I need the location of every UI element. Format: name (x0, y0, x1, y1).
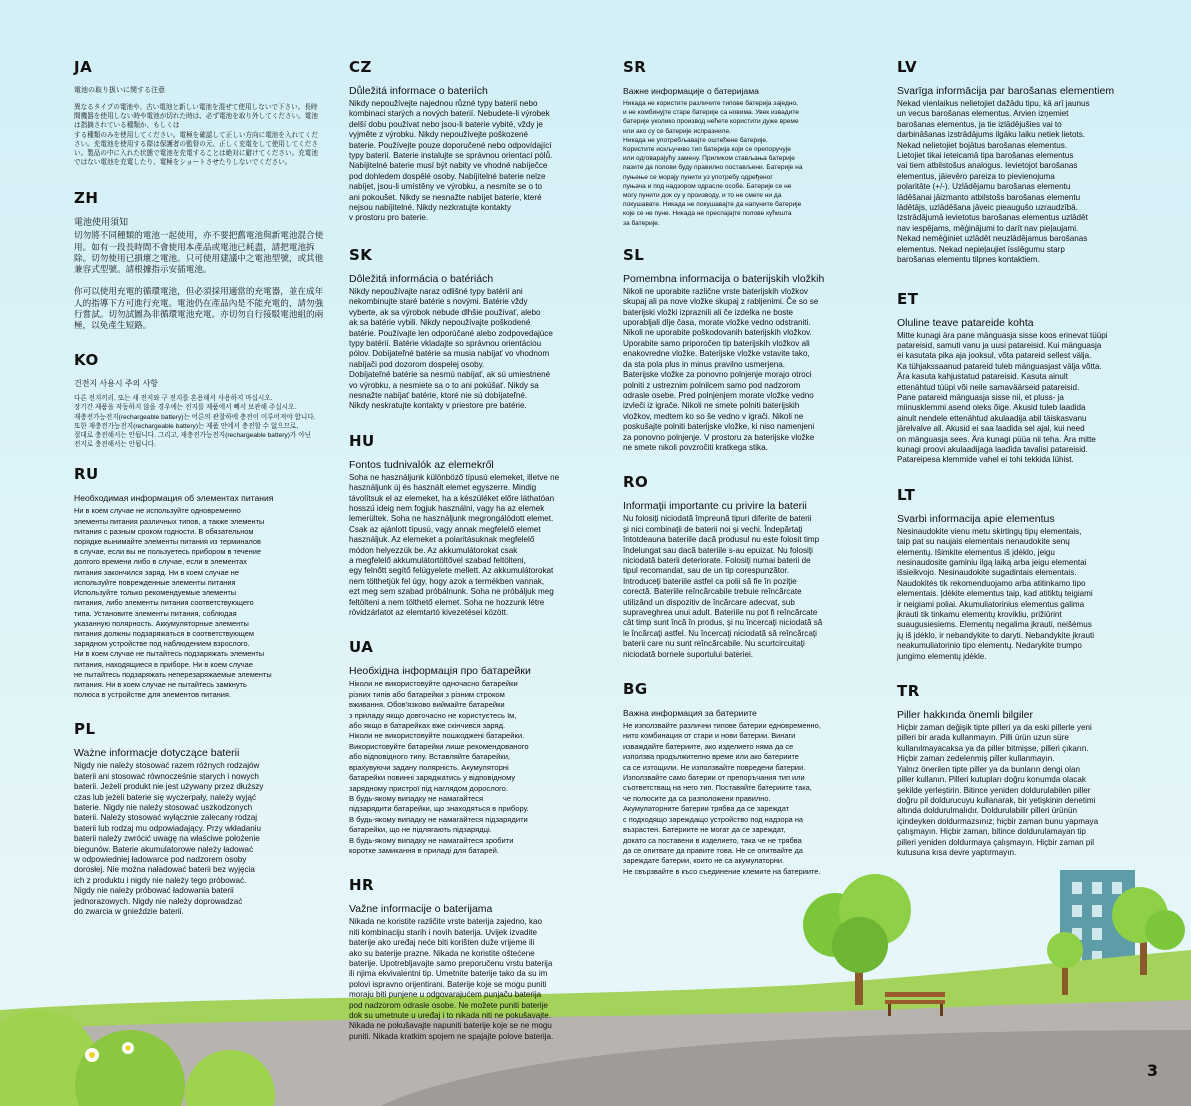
section-body: 다른 전지끼리, 또는 새 전지와 구 전지를 혼용해서 사용하지 마십시오. 장기간 제품을 작동하지 않을 경우에는 전지를 제품에서 빼서 보관해 주십시오. 재충전가능전지(rechargeable battery)는 어른의 관찰하에 충전이 이루어져야 합니다. 또한 재충전가능전지(rechargeable battery)는 제품 안에서 충전할 수 없으므로, 절대로 충전해서는 안됩니다. 그리고, 재충전가능전지(rechargeable battery)가 아닌 전지로 충전해서는 안됩니다. (74, 395, 316, 449)
language-code: CZ (349, 58, 372, 76)
section-title: Svarbi informacija apie elementus (897, 512, 1055, 525)
language-code: ZH (74, 189, 99, 208)
section-et (897, 290, 1152, 466)
section-body: Ніколи не використовуйте одночасно батарейки різних типів або батарейки з різним строком вживання. Обов'язково виймайте батарейки з приладу якщо довгочасно не користуєтесь їм, або якщо в батарейках вже скінчився заряд. Ніколи не використовуйте пошкоджені батарейки. Використовуйте батарейки лише рекомендованого або відповідного типу. Вставляйте батарейки, врахувуючи задану полярність. Акумуляторні батарейки повинні заряджатись у відповідному зарядному пристрої під наглядом дорослого. В будь-якому випадку не намагайтеся підзарядити батарейки, що знаходяться в прибору. В будь-якому випадку не намагайтеся підзарядити батарейки, що не підлягають підзарядці. В будь-якому випадку не намагайтеся зробити коротке замикання в приладі для батарей. (349, 679, 529, 855)
section-body: Ни в коем случае не используйте одновременно элементы питания различных типов, а также элементы питания с разным сроком годности. В обязательном порядке вынимайте элементы питания из терминалов в случае, если вы не пользуетесь прибором в течение долгого времени либо в случае, если в элементах питания закончился заряд. Ни в коем случае не используйте поврежденные элементы питания Используйте только рекомендуемые элементы питания, либо элементы питания соответствующего типа. Установите элементы питания, соблюдая указанную полярность. Аккумуляторные элементы питания должны подзаряжаться в соответствующем зарядном устройстве под наблюдением взрослого. Ни в коем случае не пытайтесь подзаряжать элементы питания, находящиеся в приборе. Ни в коем случае не пытайтесь подзаряжать неперезаряжаемые элементы питания. Ни в коем случае не пытайтесь замкнуть полюса в устройстве для элементов питания. (74, 506, 272, 700)
section-body: Nikdy nepoužívejte najednou různé typy baterií nebo kombinaci starých a nových baterií. Nebudete-li výrobek delší dobu používat nebo jsou-li baterie vybité, vždy je vyjměte z výrobku. Nikdy nepoužívejte poškozené baterie. Používejte pouze doporučené nebo odpovídající typy baterií. Baterie instalujte se správnou orientací pólů. Nabíjitelné baterie musí být nabity ve vhodné nabíječce pod dohledem dospělé osoby. Nabíjitelné baterie nelze nabíjet, jsou-li umístěny ve výrobku, a nesmíte se o to ani pokoušet. Nikdy se nesnažte nabíjet baterie, které nejsou nabíjitelné. Nikdy nezkratujte kontakty v prostoru pro baterie. (349, 99, 553, 223)
section-title: Fontos tudnivalók az elemekről (349, 458, 494, 471)
section-title: Важне информације о батеријама (623, 86, 759, 96)
section-body: Nesinaudokite vienu metu skirtingų tipų elementais, taip pat su naujais elementais nenaudokite senų elementų. Išimkite elementus iš įdėklo, jeigu nesinaudosite gaminiu ilgą laiką arba jeigu elementai išsieikvojo. Nesinaudokite sugadintais elementais. Naudokitės tik rekomenduojamo arba atitinkamo tipo elementais. Įdėkite elementus taip, kad atitiktų teigiami ir neigiami poliai. Akumuliatorinius elementus galima įkrauti tik tinkamu elementų krovikliu, prižiūrint suaugusiesiems. Elementų negalima įkrauti, neišėmus jų iš įdėklo, ir nebandykite to daryti. Nebandykite įkrauti neakumuliatorinio tipo elementų. Nedarykite trumpo jungimo elementų įdėkle. (897, 526, 1095, 661)
section-body: Nu folosiţi niciodată împreună tipuri diferite de baterii şi nici combinaţii de baterii noi şi vechi. Îndepărtaţi întotdeauna bateriile dacă produsul nu este folosit timp îndelungat sau dacă bateriile s-au epuizat. Nu folosiţi niciodată baterii deteriorate. Folosiţi numai baterii de tipul recomandat, sau de un tip corespunzător. Introduceţi bateriile astfel ca polii să fie în poziţie corectă. Bateriile reîncărcabile trebuie reîncărcate utilizând un dispozitiv de încărcare adecvat, sub supraveghrea unui adult. Bateriile nu pot fi reîncărcate cât timp sunt încă în produs, şi nu încercaţi niciodată să le încărcaţi astfel. Nu încercaţi niciodată să reîncărcaţi baterii care nu sunt reîncărcabile. Nu scurtcircuitaţi niciodată bornele suportului bateriei. (623, 514, 823, 659)
language-code: KO (74, 351, 99, 370)
section-title: Oluline teave patareide kohta (897, 316, 1034, 329)
section-body: Nekad vienlaikus nelietojiet dažādu tipu, kā arī jaunus un vecus barošanas elementus. Arvien izņemiet barošanas elementus, ja tie izlādējušies vai to darbināšanas izstrādājums ilgāku laiku netiek lietots. Nekad nelietojiet bojātus barošanas elementus. Lietojiet tikai ieteicamā tipa barošanas elementus vai tiem atbilstošus analogus. Ievietojot barošanas elementus, jāievēro pareiza to pievienojuma polaritāte (+/-). Uzlādējamu barošanas elementu lādēšanai jāizmanto atbilstošs barošanas elementu lādētājs, uzlādēšana jāveic pieaugušo uzraudzībā. Izstrādājumā ievietotus barošanas elementus uzlādēt nav iespējams, mēģinājumi to darīt nav pieļaujami. Nekad nemēģiniet uzlādēt neuzlādējamus barošanas elementus. Nekad nepieļaujiet īsslēgumu starp barošanas elementu tilpnes kontaktiem. (897, 99, 1090, 265)
section-body: 切勿將不同種類的電池一起使用，亦不要把舊電池與新電池混合使用。如有一段長時間不會使用本產品或電池已耗盡，請把電池拆除。切勿使用已損壞之電池。只可使用建議中之電池型號，或其他兼容式型號。請根據指示安插電池。 你可以使用充電的循環電池，但必須採用適當的充電器，並在成年人的指導下方可進行充電。電池仍在產品內是不能充電的，請勿強行嘗試。切勿試圖為非循環電池充電。亦切勿自行接駁電池組的兩極，以免產生短路。 (74, 230, 324, 331)
language-code: SK (349, 245, 373, 264)
section-title: Dôležitá informácia o batériách (349, 272, 494, 285)
language-code: LT (897, 485, 916, 504)
language-code: PL (74, 720, 96, 739)
section-pl (74, 720, 324, 917)
language-code: RU (74, 465, 99, 484)
section-hu (349, 432, 599, 619)
language-code: HR (349, 876, 375, 895)
section-ja (74, 58, 324, 167)
section-ru (74, 465, 324, 700)
section-title: Piller hakkında önemli bilgiler (897, 709, 1033, 722)
section-zh (74, 189, 324, 331)
section-body: Никада не користите различите типове батерија заједно, и не комбинујте старе батерије са новима. Увек извадите батерије уколико производ нећете користити дуже време или ако су се батерије испразниле. Никада не употребљавајте оштећене батерије. Користите искључиво тип батерија који се препоручује или одговарајућу замену. Приликом стављања батерије пазите да полови буду правилно постављени. Батерије на пуњење се морају пунити уз употребу одређеног пуњача и под надзором одрасле особе. Батерије се не могу пунити док су у производу, и то не смете ни да покушавате. Никада не покушавајте да напуните батерије које се не пуне. Никада не преспајајте полове кућишта за батерије. (623, 100, 803, 227)
language-code: SL (623, 245, 645, 264)
section-title: Ważne informacje dotyczące baterii (74, 747, 240, 760)
section-ro (623, 473, 873, 660)
section-sl (623, 246, 873, 454)
section-body: Nigdy nie należy stosować razem różnych rodzajów baterii ani stosować równocześnie starych i nowych baterii. Jeżeli produkt nie jest używany przez dłuższy czas lub jeżeli baterie się wyczerpały, należy wyjąć baterie. Nigdy nie należy stosować uszkodzonych baterii. Należy stosować wyłącznie zalecany rodzaj baterii lub rodzaj mu odpowiadający. Przy wkładaniu baterii należy zwrócić uwagę na właściwe położenie biegunów. Baterie akumulatorowe należy ładować w odpowiedniej ładowarce pod nadzorem osoby dorosłej. Nie można naładować baterii bez wyjęcia ich z produktu i nigdy nie należy tego próbować. Nigdy nie należy próbować ładowania baterii jednorazowych. Nigdy nie należy doprowadzać do zwarcia w gnieździe baterii. (74, 761, 264, 917)
column-2 (349, 58, 599, 1062)
column-1 (74, 58, 324, 937)
section-bg (623, 680, 873, 877)
section-hr (349, 876, 599, 1042)
section-body: Не използвайте различни типове батерии едновременно, нито комбинация от стари и нови батерии. Винаги изваждайте батериите, ако изделието няма да се използва продължително време или ако батериите са се изтощили. Не използвайте повредени батерии. Използвайте само батерии от препоръчания тип или съответстващ на него тип. Поставяйте батериите така, че полюсите да са разположени правилно. Акумулаторните батерии трябва да се зареждат с подходящо зареждащо устройство под надзора на възрастен. Батериите не могат да се зареждат, докато са поставени в изделието, така че не трябва да се опитвате да правите това. Не се опитвайте да зареждате батерии, които не са акумулаторни. Не свързвайте в късо съединение клемите на батериите. (623, 721, 821, 876)
section-lv (897, 58, 1152, 266)
language-code: HU (349, 431, 375, 450)
section-body: Nikada ne koristite različite vrste baterija zajedno, kao niti kombinaciju starih i novih baterija. Uvijek izvadite baterije ako uređaj neće biti korišten duže vrijeme ili ako su baterije prazne. Nikada ne koristite oštećene baterije. Upotrebljavajte samo preporučenu vrstu baterija ili njima ekvivalentni tip. Umetnite baterije tako da su im polovi ispravno orijentirani. Baterije koje se mogu puniti moraju biti punjene u odgovarajućem punjaču baterija pod nadzorom odrasle osobe. Ne možete puniti baterije dok su umetnute u uređaj i to nikada niti ne pokušavajte. Nikada ne pokušavajte napuniti baterije koje se ne mogu puniti. Nikada kratkim spojem ne spajajte polove baterija. (349, 917, 554, 1041)
section-title: Необходимая информация об элементах питания (74, 493, 274, 504)
section-body: 異なるタイプの電池や、古い電池と新しい電池を混ぜて使用しないで下さい。長時間機器を使用しない時や電池が切れた時は、必ず電池を取り外してください。電池は指摘されている種類か、もしくは する種類のみを使用してください。電極を確認して正しい方向に電池を入れてください。充電池を使用する際は保護者の監督の元、正しく充電をして使用してください。製品の中に入れた状態で電池を充電することは絶対に避けてください。充電池ではない電池を充電したり、電極をショートさせたりしないでください。 (74, 104, 318, 167)
section-sr (623, 58, 873, 228)
section-tr (897, 682, 1152, 858)
section-lt (897, 486, 1152, 662)
section-body: Hiçbir zaman değişik tipte pilleri ya da eski pillerle yeni pilleri bir arada kullanmayın. Pilli ürün uzun süre kullanılmayacaksa ya da piller bitmişse, pilleri çıkarın. Hiçbir zaman zedelenmiş piller kullanmayın. Yalnız önerilen tipte piller ya da bunların dengi olan piller kullanın. Pilleri kutupları doğru konumda olacak şekilde yerleştirin. Bitince yeniden doldurulabilen piller doğru pil doldurucuyu kullanarak, bir yetişkinin denetimi altında doldurulmalıdır. Doldurulabilir pilleri ürünün içindeyken doldurmazsınız; hiçbir zaman bunu yapmaya çalışmayın. Hiçbir zaman, bitince doldurulamayan tip pilleri yeniden doldurmaya çalışmayın. Hiçbir zaman pil kutusuna kısa devre yaptırmayın. (897, 723, 1099, 857)
language-code: TR (897, 682, 920, 701)
section-cz (349, 58, 599, 224)
section-body: Nikdy nepoužívajte naraz odlišné typy batérií ani nekombinujte staré batérie s novými. Batérie vždy vyberte, ak sa výrobok nebude dlhšie používať, alebo ak sa batérie vybili. Nikdy nepoužívajte poškodené batérie. Používajte len odporúčané alebo zodpovedajúce typy batérií. Batérie vkladajte so správnou orientáciou pólov. Dobíjateľné batérie sa musia nabíjať vo vhodnom nabíjači pod dozorom dospelej osoby. Dobíjateľné batérie sa nesmú nabíjať, ak sú umiestnené vo výrobku, a nesmiete sa o to ani pokúšať. Nikdy sa nesnažte nabíjať batérie, ktoré nie sú dobíjateľné. Nikdy neskratujte kontakty v priestore pre batérie. (349, 286, 553, 411)
section-title: Důležitá informace o bateriích (349, 85, 488, 97)
section-sk (349, 246, 599, 412)
section-title: Informaţii importante cu privire la baterii (623, 500, 807, 513)
language-code: ET (897, 289, 919, 308)
language-code: LV (897, 58, 918, 76)
column-4 (897, 58, 1152, 878)
page-number: 3 (1146, 1061, 1158, 1080)
section-ko (74, 351, 324, 449)
language-code: SR (623, 58, 647, 76)
column-3 (623, 58, 873, 897)
language-code: BG (623, 680, 648, 699)
section-title: 電池使用須知 (74, 217, 129, 228)
section-title: 건전지 사용시 주의 사항 (74, 379, 158, 389)
section-body: Nikoli ne uporabite različne vrste baterijskih vložkov skupaj ali pa nove vložke skupaj z rabljenimi. Če so se baterijski vložki izpraznili ali če izdelka ne boste uporabljali dlje časa, morate vložke vedno odstraniti. Nikoli ne uporabite poškodovanih baterijskih vložkov. Uporabite samo priporočen tip baterijskih vložkov ali enakovredne vložke. Baterijske vložke vstavite tako, da sta pola plus in minus pravilno usmerjena. Baterijske vložke za ponovno polnjenje morajo otroci polniti z ustreznim polnilcem samo pod nadzorom odrasle osebe. Pred polnjenjem morate vložke vedno izvleči iz igrače. Nikoli ne smete polniti baterijskih vložkov, medtem ko so še vedno v igrači. Nikoli ne poskušajte polniti baterijske vložke, ki niso namenjeni za ponovno polnjenje. V prostoru za baterijske vložke ne smete nikoli povzročiti kratkega stika. (623, 286, 819, 452)
section-title: Необхідна інформація про батарейки (349, 665, 531, 678)
section-body: Soha ne használjunk különböző típusú elemeket, illetve ne használjunk új és használt elemet egyszerre. Mindig távolítsuk el az elemeket, ha a készüléket előre láthatóan hosszú ideig nem fogjuk használni, vagy ha az elemek lemerültek. Soha ne használjunk megrongálódott elemet. Csak az ajánlott típusú, vagy annak megfelelő elemet használjuk. Az elemeket a polaritásuknak megfelelő módon helyezzük be. Az akkumulátorokat csak a megfelelő akkumulátortöltővel szabad feltölteni, egy felnőtt segítő felügyelete mellett. Az akkumulátorokat nem tölthetjük fel úgy, hogy azok a termékben vannak, ezt meg sem szabad próbálnunk. Soha ne próbáljuk meg feltölteni a nem tölthető elemet. Soha ne hozzunk létre rövidzárlatot az elemtartó kivezetései között. (349, 472, 560, 618)
section-title: 電池の取り扱いに関する注意 (74, 87, 165, 94)
section-title: Важна информация за батериите (623, 708, 757, 719)
section-title: Pomembna informacija o baterijskih vložkih (623, 272, 825, 285)
language-code: RO (623, 473, 649, 492)
language-code: JA (74, 58, 93, 76)
section-title: Važne informacije o baterijama (349, 903, 493, 916)
section-body: Mitte kunagi ära pane mänguasja sisse koos erinevat tüüpi patareisid, samuti vanu ja uusi patareisid. Kui mänguasja ei kasutata pika aja jooksul, võta patareid sellest välja. Ka tühjakssaanud patareid tuleb mänguasjast välja võtta. Ära kasuta kahjustatud patareisid. Kasuta ainult ettenähtud tüüpi või neile samaväärseid patareisid. Pane patareid mänguasja sisse nii, et pluss- ja miinusklemmi asend oleks õige. Akusid tuleb laadida ainult nendele ettenähtud akulaadija abil täiskasvanu järelvalve all. Akusid ei saa laadida sel ajal, kui need on mänguasja sees. Ära kunagi püüa nii teha. Ära mitte kunagi proovi akulaadijaga laadida tavalisi patareisid. Patareipesa klemmide vahel ei tohi tekkida lühist. (897, 330, 1108, 465)
section-title: Svarīga informācija par barošanas elementiem (897, 85, 1115, 97)
language-code: UA (349, 638, 374, 657)
section-ua (349, 638, 599, 856)
